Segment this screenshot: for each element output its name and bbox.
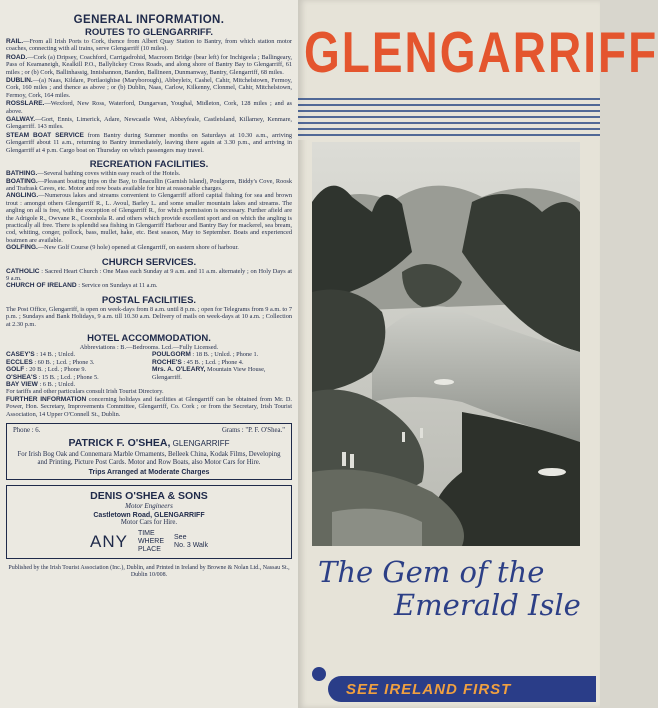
ad-time-where-place: TIME WHERE PLACE	[137, 530, 165, 554]
oshea-shop-ad	[6, 423, 292, 480]
hotel-entry: ECCLES : 60 B. ; Lcd. ; Phone 3.	[6, 358, 95, 366]
route-rosslare: ROSSLARE.—Wexford, New Ross, Waterford, Dungarvan, Youghal, Midleton, Cork, 128 miles ; and as above.	[6, 100, 292, 115]
recreation-heading: RECREATION FACILITIES.	[89, 159, 209, 171]
hotel-entry: O'SHEA'S : 15 B. ; Lcd. ; Phone 5.	[6, 373, 99, 381]
ad-any-row	[13, 530, 285, 554]
route-road: ROAD.—Cork (a) Dripsey, Coachford, Carrigadrohid, Macroom Bridge (bear left) for Inchigeela ; Ballingeary, Pass of Keamaneigh, Kealkill P.O., Ballylickey Cross Roads, and along shore of Bantry Bay to Glengarriff, 61 miles ; or (b) Cork, Ballinhassig, Innishannon, Bandon, Ballineen, Dunmanway, Bantry, Glengarriff, 68 miles.	[6, 53, 292, 76]
tagline-line-1: The Gem of the	[318, 555, 545, 589]
tariffs-note: For tariffs and other particulars consult Irish Tourist Directory.	[6, 388, 164, 396]
oshea-motor-ad	[6, 485, 292, 559]
ad-grams: Grams : "P. F. O'Shea."	[221, 427, 285, 435]
hotel-col-right	[152, 351, 292, 388]
cover-stripes	[298, 98, 600, 140]
ad-motor-sub: Motor Engineers	[125, 502, 173, 511]
ad-phone: Phone : 6.	[13, 427, 41, 435]
church-catholic: CATHOLIC : Sacred Heart Church : One Mass each Sunday at 9 a.m. and 11 a.m. alternately ; on Holy Days at 9 a.m.	[6, 267, 292, 282]
rec-golfing: GOLFING.—New Golf Course (9 hole) opened at Glengarriff, on eastern shore of harbour.	[6, 244, 239, 252]
church-heading: CHURCH SERVICES.	[101, 256, 197, 268]
route-galway: GALWAY.—Gort, Ennis, Limerick, Adare, Newcastle West, Abbeyfeale, Castleisland, Killarney, Kenmare, Glengarriff. 143 miles.	[6, 116, 292, 131]
cover-page	[298, 0, 658, 708]
hotel-entry: CASEY'S : 14 B. ; Unlcd.	[6, 351, 76, 359]
info-page	[0, 0, 298, 708]
publisher-note: Published by the Irish Tourist Association (Inc.), Dublin, and Printed in Ireland by Browne & Nolan Ltd., Nassau St., Dublin 10/008.	[8, 565, 290, 579]
tagline-line-2: Emerald Isle	[394, 588, 581, 622]
routes-section	[6, 38, 292, 154]
route-dublin: DUBLIN.—(a) Naas, Kildare, Portlaoighise (Maryborough), Abbeyleix, Cashel, Cahir, Mitchelstown, Fermoy, Cork, 160 miles ; and thence as above ; or (b) Dublin, Naas, Carlow, Kilkenny, Clonmel, Cahir, Mitchelstown, Fermoy, Cork, 164 miles.	[6, 77, 292, 99]
ad-motor-cars: Motor Cars for Hire.	[120, 519, 178, 527]
ad-any: ANY	[89, 532, 128, 552]
ad-see-walk: See No. 3 Walk	[174, 534, 208, 550]
ad-contact-row	[13, 427, 285, 434]
print-code: 10/008.	[149, 572, 168, 579]
ad-shop-text: For Irish Bog Oak and Connemara Marble Ornaments, Belleek China, Kodak Films, Developing and Printing, Picture Post Cards. Motor and Row Boats, also Motor Cars for Hire.	[17, 451, 281, 467]
hotel-entry: Mrs. A. O'LEARY, Mountain View House, Glengarriff.	[152, 366, 266, 381]
hotel-entry: GOLF : 20 B. ; Lcd. ; Phone 9.	[6, 366, 87, 374]
ad-motor-address: Castletown Road, GLENGARRIFF	[93, 512, 205, 520]
ad-shop-tagline: Trips Arranged at Moderate Charges	[88, 469, 210, 477]
hotel-entry: ROCHE'S : 45 B. ; Lcd. ; Phone 4.	[152, 358, 244, 366]
rec-angling: ANGLING.—Numerous lakes and streams convenient to Glengarriff afford capital fishing for sea and brown trout : amongst others Glengarriff R., L. Avoul, Barley L. and some smaller mountain lakes and streams. The angling on all is free, with the exception of Glengarriff R., for which permission is necessary. Further afield are the Adrigole R., Owvane R., Coomhola R. and others which provide excellent sport and on which the angling is practically all free. There is splendid sea fishing in Glengarriff Harbour and Bantry Bay for mackerel, sea bream, cod, whiting, conger, pollock, bass, mullet, hake, etc. Best season, May to September. Boats and experienced boatmen are available.	[6, 192, 292, 244]
cover-title: GLENGARRIFF	[304, 19, 658, 85]
hotel-col-left	[6, 351, 146, 388]
routes-heading: ROUTES TO GLENGARRIFF.	[84, 27, 214, 38]
rec-boating: BOATING.—Pleasant boating trips on the Bay, to Ilnacullin (Garnish Island), Poulgorm, Biddy's Cove, Roosk and Trafrask Caves, etc. Motor and row boats available for hire at reasonable charges.	[6, 177, 292, 192]
rec-bathing: BATHING.—Several bathing coves within easy reach of the Hotels.	[6, 170, 181, 178]
church-ireland: CHURCH OF IRELAND : Service on Sundays at 11 a.m.	[6, 282, 158, 290]
hotel-entry: POULGORM : 18 B. ; Unlcd. ; Phone 1.	[152, 351, 259, 359]
route-rail: RAIL.—From all Irish Ports to Cork, thence from Albert Quay Station to Bantry, from which station motor coaches, connecting with all trains, serve Glengarriff (10 miles).	[6, 38, 292, 53]
route-steamboat: STEAM BOAT SERVICE from Bantry during Summer months on Saturdays at 10.30 a.m., arriving Glengarriff about 11 a.m., returning to Bantry immediately, leaving there again at 3.30 p.m., and arriving in Glengarriff at 4 p.m. Cargo boat on Thursday on which passengers may travel.	[6, 131, 292, 154]
postal-heading: POSTAL FACILITIES.	[101, 294, 197, 306]
church-section	[6, 268, 292, 290]
hotel-entry: BAY VIEW : 6 B. ; Unlcd.	[6, 381, 76, 389]
banner-text: SEE IRELAND FIRST	[346, 681, 512, 698]
landscape-photo	[312, 142, 580, 546]
see-ireland-banner	[328, 676, 596, 702]
general-info-heading: GENERAL INFORMATION.	[73, 14, 225, 26]
banner-dot	[312, 667, 326, 681]
ad-motor-name: DENIS O'SHEA & SONS	[90, 490, 208, 503]
hotel-heading: HOTEL ACCOMMODATION.	[87, 333, 211, 344]
hotel-list	[6, 351, 292, 388]
hotel-abbreviations: Abbreviations : B.—Bedrooms. Lcd.—Fully Licensed.	[79, 344, 219, 351]
recreation-section	[6, 170, 292, 251]
further-info: FURTHER INFORMATION concerning holidays and facilities at Glengarriff can be obtained from Mr. D. Power, Hon. Secretary, Improvements Committee, Glengarriff, Co. Cork ; or from the Secretary, Irish Tourist Association, 14 Upper O'Connell St., Dublin.	[6, 395, 292, 418]
ad-shop-name: PATRICK F. O'SHEA, GLENGARRIFF	[68, 437, 230, 450]
postal-text: The Post Office, Glengarriff, is open on week-days from 8 a.m. until 8 p.m. ; open for Telegrams from 9 a.m. to 7 p.m. ; Sundays and Bank Holidays, 9 a.m. till 10.30 a.m. Delivery of mails on week-days at 10 a.m. ; Collection at 2.30 p.m.	[6, 305, 293, 328]
cover-tagline	[310, 556, 598, 622]
